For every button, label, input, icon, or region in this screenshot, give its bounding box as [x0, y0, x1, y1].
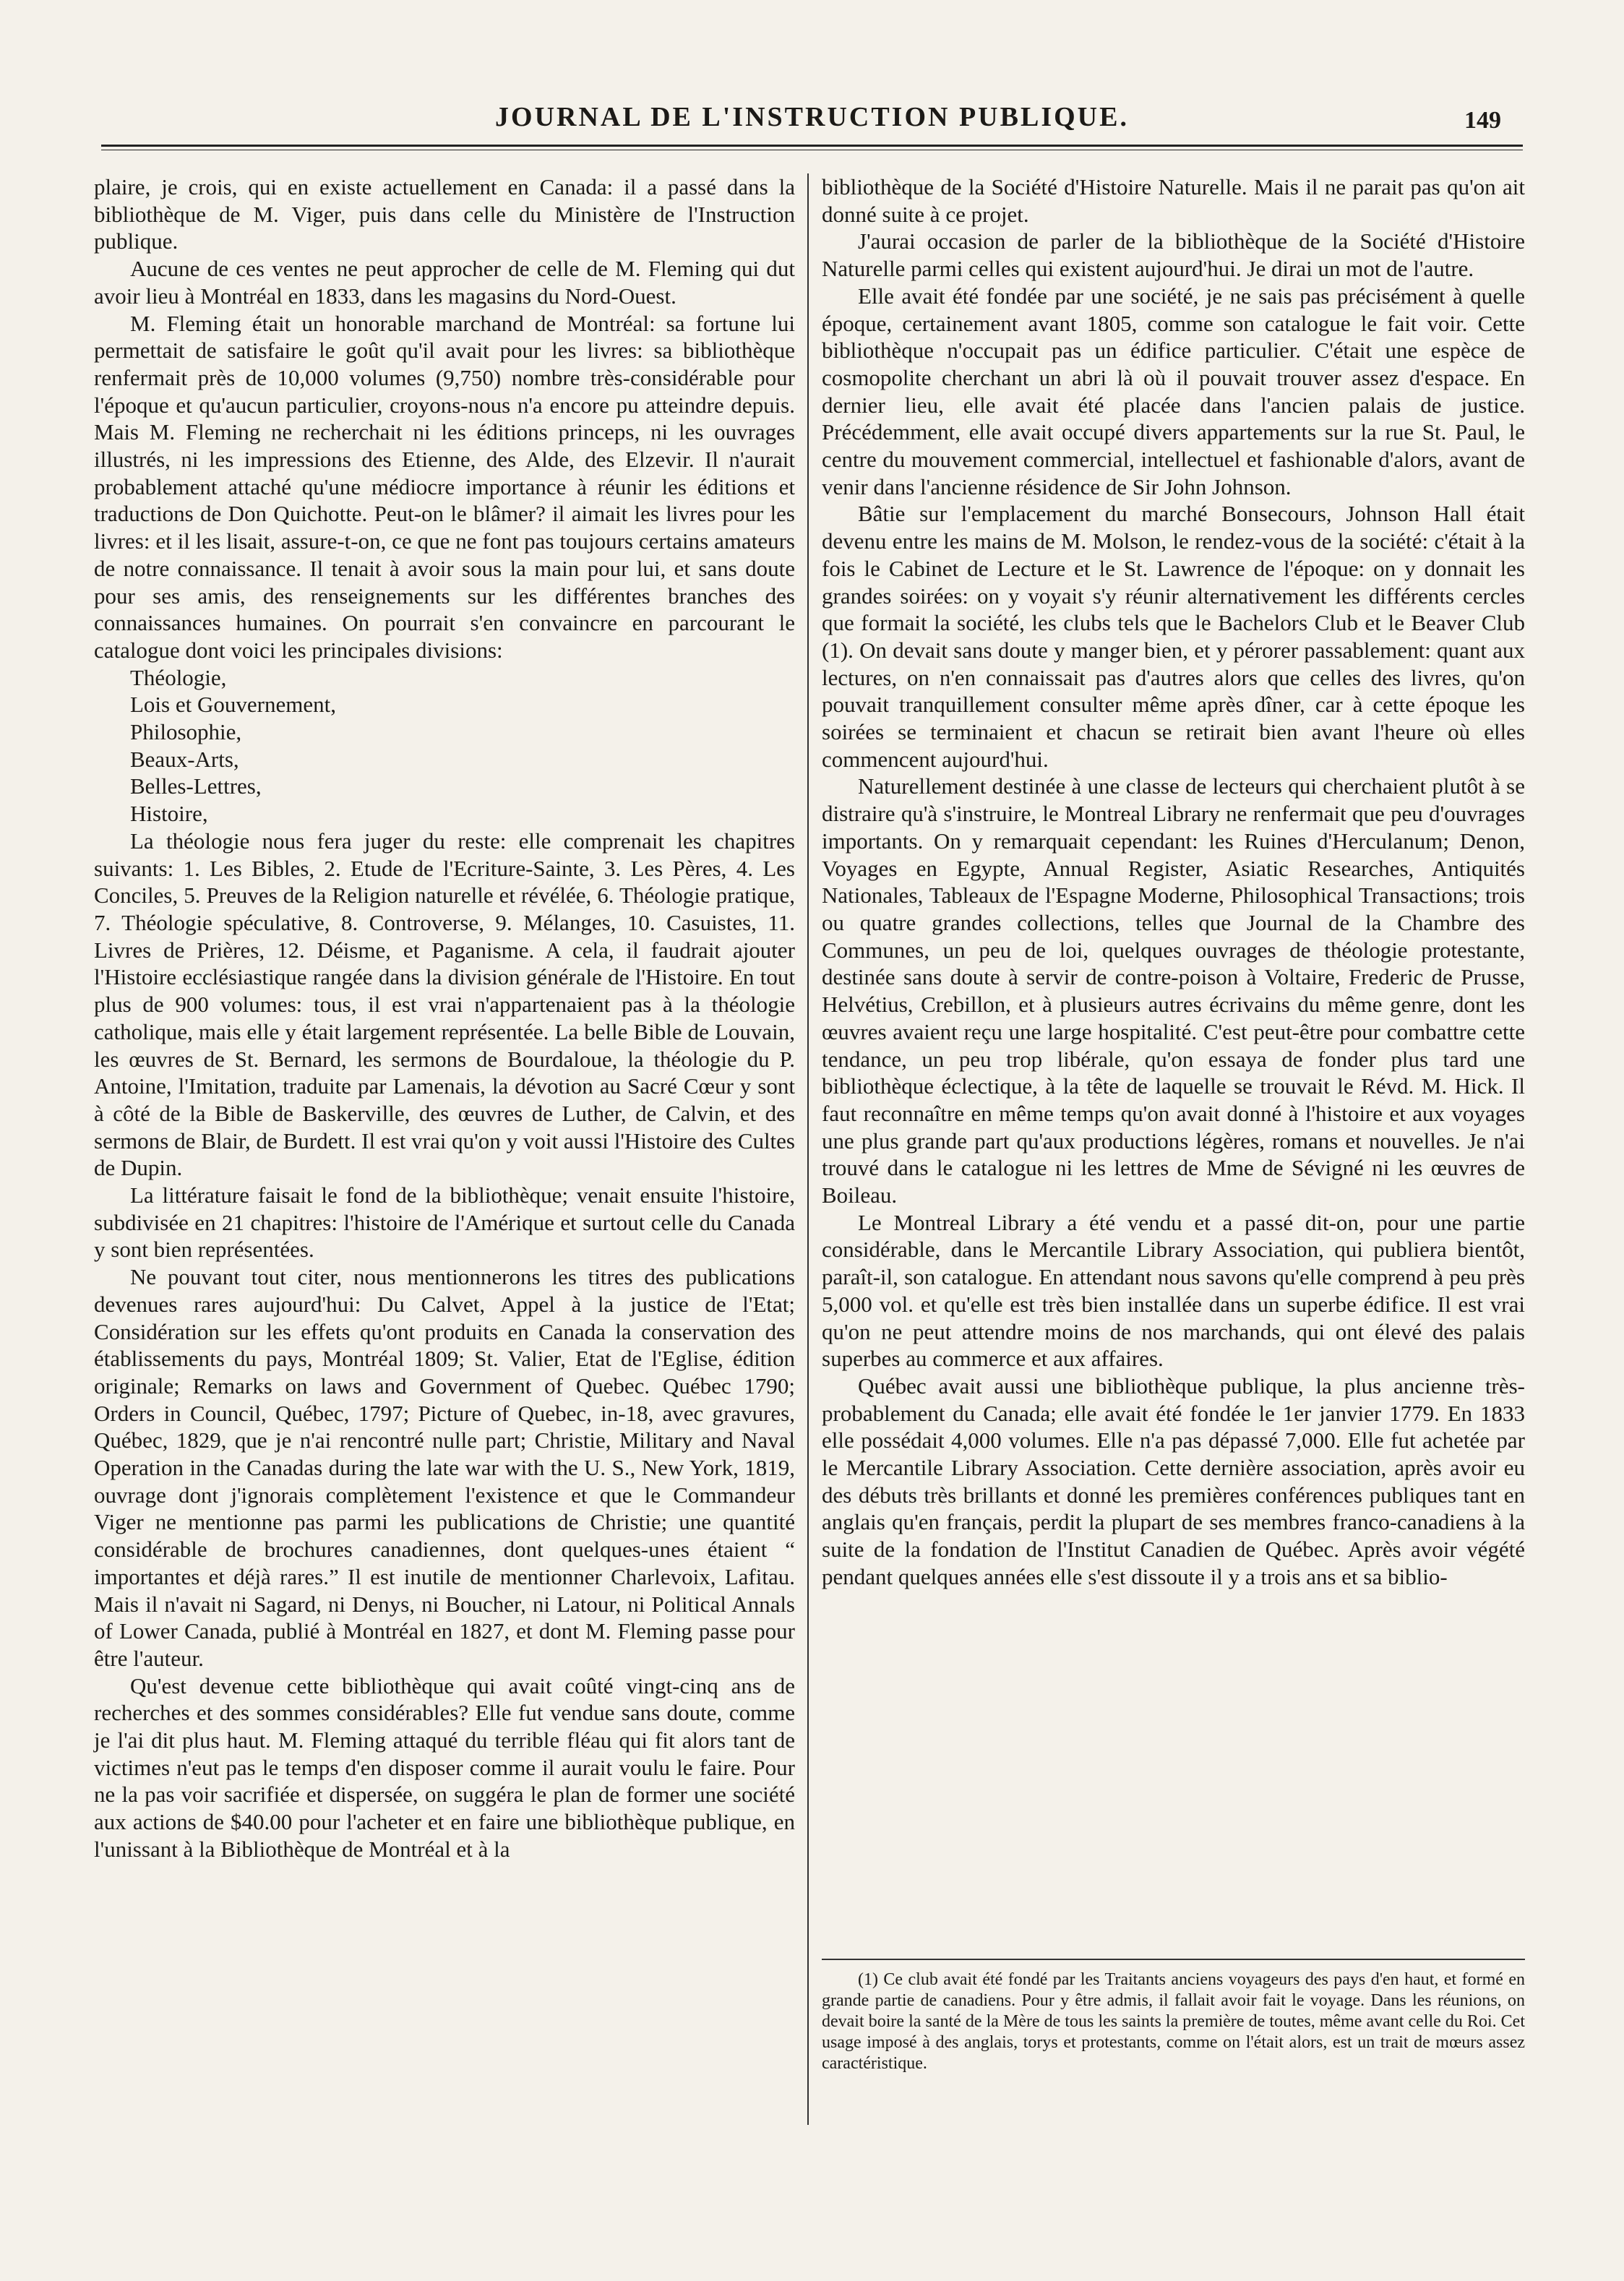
footnote-rule	[822, 1959, 1525, 1960]
left-column	[94, 173, 795, 1863]
paragraph: bibliothèque de la Société d'Histoire Naturelle. Mais il ne parait pas qu'on ait donné suite à ce projet.	[822, 174, 1525, 227]
list-item: Philosophie,	[130, 719, 242, 745]
page-number: 149	[1464, 107, 1501, 134]
right-column	[822, 173, 1525, 1591]
list-item: Lois et Gouvernement,	[130, 692, 336, 718]
paragraph: La littérature faisait le fond de la bibliothèque; venait ensuite l'histoire, subdivisée en 21 chapitres: l'histoire de l'Amérique et surtout celle du Canada y sont bien représentées.	[94, 1182, 795, 1263]
paragraph: J'aurai occasion de parler de la bibliothèque de la Société d'Histoire Naturelle parmi celles qui existent aujourd'hui. Je dirai un mot de l'autre.	[822, 228, 1525, 282]
paragraph: Ne pouvant tout citer, nous mentionnerons les titres des publications devenues rares aujourd'hui: Du Calvet, Appel à la justice de l'Etat; Considération sur les effets qu'ont produits en Canada la conservation des établissements du pays, Montréal 1809; St. Valier, Etat de l'Eglise, édition originale; Remarks on laws and Government of Quebec. Québec 1790; Orders in Council, Québec, 1797; Picture of Quebec, in-18, avec gravures, Québec, 1829, que je n'ai rencontré nulle part; Christie, Military and Naval Operation in the Canadas during the late war with the U. S., New York, 1819, ouvrage dont j'ignorais complètement l'existence et que le Commandeur Viger ne mentionne pas parmi les publications de Christie; une quantité considérable de brochures canadiennes, dont quelques-unes étaient “ importantes et déjà rares.” Il est inutile de mentionner Charlevoix, Lafitau. Mais il n'avait ni Sagard, ni Denys, ni Boucher, ni Latour, ni Political Annals of Lower Canada, publié à Montréal en 1827, et dont M. Fleming passe pour être l'auteur.	[94, 1264, 795, 1671]
footnote	[822, 1969, 1525, 2074]
column-divider	[807, 173, 809, 2125]
journal-title: JOURNAL DE L'INSTRUCTION PUBLIQUE.	[495, 102, 1129, 132]
paragraph: Qu'est devenue cette bibliothèque qui avait coûté vingt-cinq ans de recherches et des sommes considérables? Elle fut vendue sans doute, comme je l'ai dit plus haut. M. Fleming attaqué du terrible fléau qui fit alors tant de victimes n'eut pas le temps d'en disposer comme il aurait voulu le faire. Pour ne la pas voir sacrifiée et dispersée, on suggéra le plan de former une société aux actions de $40.00 pour l'acheter et en faire une bibliothèque publique, en l'unissant à la Bibliothèque de Montréal et à la	[94, 1672, 795, 1862]
list-item: Histoire,	[130, 801, 208, 827]
page-header	[94, 94, 1530, 145]
list-item: Théologie,	[130, 664, 227, 690]
paragraph: Bâtie sur l'emplacement du marché Bonsecours, Johnson Hall était devenu entre les mains de M. Molson, le rendez-vous de la société: c'était à la fois le Cabinet de Lecture et le St. Lawrence de l'époque: on y donnait les grandes soirées: on y voyait s'y réunir alternativement les différents cercles que formait la société, les clubs tels que le Bachelors Club et le Beaver Club (1). On devait sans doute y manger bien, et y pérorer passablement: quant aux lectures, on n'en connaissait pas d'autres alors que celles des livres, qu'on pouvait tranquillement consulter même après dîner, car à cette époque les soirées se terminaient et chacun se retirait bien avant l'heure où elles commencent aujourd'hui.	[822, 501, 1525, 772]
divisions-list	[130, 664, 795, 828]
footnote-text: (1) Ce club avait été fondé par les Traitants anciens voyageurs des pays d'en haut, et formé en grande partie de canadiens. Pour y être admis, il fallait avoir fait le voyage. Dans les réunions, on devait boire la santé de la Mère de tous les saints la première de toutes, même avant celle du Roi. Cet usage imposé à des anglais, torys et protestants, comme on l'était alors, est un trait de mœurs assez caractéristique.	[822, 1970, 1525, 2073]
paragraph: Québec avait aussi une bibliothèque publique, la plus ancienne très-probablement du Canada; elle avait été fondée le 1er janvier 1779. En 1833 elle possédait 4,000 volumes. Elle n'a pas dépassé 7,000. Elle fut achetée par le Mercantile Library Association. Cette dernière association, après avoir eu des débuts très brillants et donné les premières conférences publiques tant en anglais qu'en français, perdit la plupart de ses membres franco-canadiens à la suite de la fondation de l'Institut Canadien de Québec. Après avoir végété pendant quelques années elle s'est dissoute il y a trois ans et sa biblio-	[822, 1373, 1525, 1589]
paragraph: Aucune de ces ventes ne peut approcher de celle de M. Fleming qui dut avoir lieu à Montréal en 1833, dans les magasins du Nord-Ouest.	[94, 256, 795, 309]
list-item: Belles-Lettres,	[130, 773, 262, 799]
paragraph: plaire, je crois, qui en existe actuellement en Canada: il a passé dans la bibliothèque de M. Viger, puis dans celle du Ministère de l'Instruction publique.	[94, 174, 795, 254]
paragraph: Le Montreal Library a été vendu et a passé dit-on, pour une partie considérable, dans le Mercantile Library Association, qui publiera bientôt, paraît-il, son catalogue. En attendant nous savons qu'elle comprend à peu près 5,000 vol. et qu'elle est très bien installée dans un superbe édifice. Il est vrai qu'on ne peut attendre moins de nos marchands, qui ont élevé des palais superbes au commerce et aux affaires.	[822, 1209, 1525, 1372]
list-item: Beaux-Arts,	[130, 746, 239, 772]
paragraph: Elle avait été fondée par une société, je ne sais pas précisément à quelle époque, certainement avant 1805, comme son catalogue le fait voir. Cette bibliothèque n'occupait pas un édifice particulier. C'était une espèce de cosmopolite cherchant un abri là où il pouvait trouver assez d'espace. En dernier lieu, elle avait été placée dans l'ancien palais de justice. Précédemment, elle avait occupé divers appartements sur la rue St. Paul, le centre du mouvement commercial, intellectuel et fashionable d'alors, avant de venir dans l'ancienne résidence de Sir John Johnson.	[822, 283, 1525, 499]
paragraph: Naturellement destinée à une classe de lecteurs qui cherchaient plutôt à se distraire qu'à s'instruire, le Montreal Library ne renfermait que peu d'ouvrages importants. On y remarquait cependant: les Ruines d'Herculanum; Denon, Voyages en Egypte, Annual Register, Asiatic Researches, Antiquités Nationales, Tableaux de l'Espagne Moderne, Philosophical Transactions; trois ou quatre grandes collections, telles que Journal de la Chambre des Communes, un peu de loi, quelques ouvrages de théologie protestante, destinée sans doute à servir de contre-poison à Voltaire, Frederic de Prusse, Helvétius, Crebillon, et à plusieurs autres écrivains du même genre, dont les œuvres avaient reçu une large hospitalité. C'est peut-être pour combattre cette tendance, un peu trop libérale, qu'on essaya de fonder plus tard une bibliothèque éclectique, à la tête de laquelle se trouvait le Révd. M. Hick. Il faut reconnaître en même temps qu'on avait donné à l'histoire et aux voyages une plus grande part qu'aux productions légères, romans et nouvelles. Je n'ai trouvé dans le catalogue ni les lettres de Mme de Sévigné ni les œuvres de Boileau.	[822, 773, 1525, 1208]
paragraph: M. Fleming était un honorable marchand de Montréal: sa fortune lui permettait de satisfaire le goût qu'il avait pour les livres: sa bibliothèque renfermait près de 10,000 volumes (9,750) nombre très-considérable pour l'époque et qu'aucun particulier, croyons-nous n'a encore pu atteindre depuis. Mais M. Fleming ne recherchait ni les éditions princeps, ni les ouvrages illustrés, ni les impressions des Etienne, des Alde, des Elzevir. Il n'aurait probablement attaché qu'une médiocre importance à réunir les éditions et traductions de Don Quichotte. Peut-on le blâmer? il aimait les livres pour les livres: et il les lisait, assure-t-on, ce que ne font pas toujours certains amateurs de notre connaissance. Il tenait à avoir sous la main pour lui, et sans doute pour ses amis, des renseignements sur les différentes branches des connaissances humaines. On pourrait s'en convaincre en parcourant le catalogue dont voici les principales divisions:	[94, 310, 795, 663]
header-rule	[101, 145, 1523, 150]
paragraph: La théologie nous fera juger du reste: elle comprenait les chapitres suivants: 1. Les Bibles, 2. Etude de l'Ecriture-Sainte, 3. Les Pères, 4. Les Conciles, 5. Preuves de la Religion naturelle et révélée, 6. Théologie pratique, 7. Théologie spéculative, 8. Controverse, 9. Mélanges, 10. Casuistes, 11. Livres de Prières, 12. Déisme, et Paganisme. A cela, il faudrait ajouter l'Histoire ecclésiastique rangée dans la division générale de l'Histoire. En tout plus de 900 volumes: tous, il est vrai n'appartenaient pas à la théologie catholique, mais elle y était largement représentée. La belle Bible de Louvain, les œuvres de St. Bernard, les sermons de Bourdaloue, la théologie du P. Antoine, l'Imitation, traduite par Lamenais, la dévotion au Sacré Cœur y sont à côté de la Bible de Baskerville, des œuvres de Luther, de Calvin, et des sermons de Blair, de Burdett. Il est vrai qu'on y voit aussi l'Histoire des Cultes de Dupin.	[94, 828, 795, 1181]
